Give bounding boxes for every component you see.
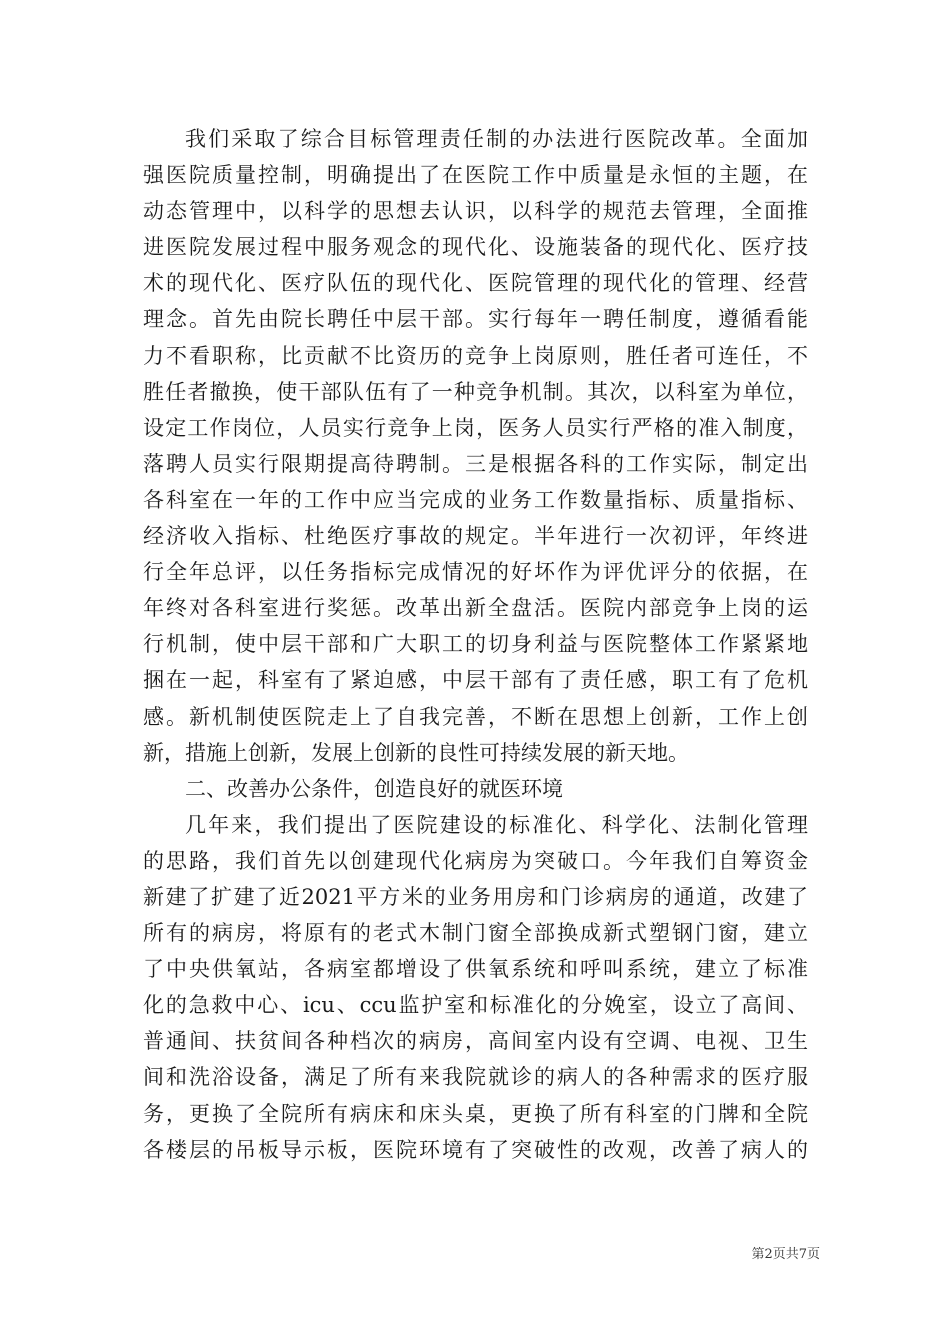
text-line: 的思路，我们首先以创建现代化病房为突破口。今年我们自筹资金 — [143, 848, 808, 873]
text-line: 新建了扩建了近2021平方米的业务用房和门诊病房的通道，改建了 — [143, 884, 808, 909]
text-line: 几年来，我们提出了医院建设的标准化、科学化、法制化管理 — [185, 812, 808, 837]
text-line: 感。新机制使医院走上了自我完善，不断在思想上创新，工作上创 — [143, 704, 808, 729]
paragraph-2 — [143, 807, 808, 1168]
text-line: 间和洗浴设备，满足了所有来我院就诊的病人的各种需求的医疗服 — [143, 1065, 808, 1090]
text-line: 了中央供氧站，各病室都增设了供氧系统和呼叫系统，建立了标准 — [143, 957, 808, 982]
text-line: 普通间、扶贫间各种档次的病房，高间室内设有空调、电视、卫生 — [143, 1029, 808, 1054]
text-line: 理念。首先由院长聘任中层干部。实行每年一聘任制度，遵循看能 — [143, 307, 808, 332]
text-line: 进医院发展过程中服务观念的现代化、设施装备的现代化、医疗技 — [143, 235, 808, 260]
text-line: 动态管理中，以科学的思想去认识，以科学的规范去管理，全面推 — [143, 199, 808, 224]
text-line: 化的急救中心、icu、ccu监护室和标准化的分娩室，设立了高间、 — [143, 993, 808, 1018]
text-line: 设定工作岗位，人员实行竞争上岗，医务人员实行严格的准入制度， — [143, 415, 808, 440]
heading-text: 二、改善办公条件，创造良好的就医环境 — [185, 776, 563, 801]
page-number: 第2页共7页 — [751, 1247, 820, 1262]
text-line: 所有的病房，将原有的老式木制门窗全部换成新式塑钢门窗，建立 — [143, 921, 808, 946]
text-line: 胜任者撤换，使干部队伍有了一种竞争机制。其次，以科室为单位， — [143, 379, 808, 404]
text-line: 行全年总评，以任务指标完成情况的好坏作为评优评分的依据，在 — [143, 560, 808, 585]
document-body — [143, 121, 808, 1168]
section-heading — [143, 771, 808, 807]
text-line: 年终对各科室进行奖惩。改革出新全盘活。医院内部竞争上岗的运 — [143, 596, 808, 621]
paragraph-1 — [143, 121, 808, 771]
text-line: 务，更换了全院所有病床和床头桌，更换了所有科室的门牌和全院 — [143, 1101, 808, 1126]
text-line: 各楼层的吊板导示板，医院环境有了突破性的改观，改善了病人的 — [143, 1137, 808, 1162]
text-line: 行机制，使中层干部和广大职工的切身利益与医院整体工作紧紧地 — [143, 632, 808, 657]
text-line: 经济收入指标、杜绝医疗事故的规定。半年进行一次初评，年终进 — [143, 524, 808, 549]
text-line: 捆在一起，科室有了紧迫感，中层干部有了责任感，职工有了危机 — [143, 668, 808, 693]
text-line: 落聘人员实行限期提高待聘制。三是根据各科的工作实际，制定出 — [143, 451, 808, 476]
text-line: 力不看职称，比贡献不比资历的竞争上岗原则，胜任者可连任，不 — [143, 343, 808, 368]
text-line: 术的现代化、医疗队伍的现代化、医院管理的现代化的管理、经营 — [143, 271, 808, 296]
text-line: 我们采取了综合目标管理责任制的办法进行医院改革。全面加 — [185, 127, 808, 151]
text-line: 新，措施上创新，发展上创新的良性可持续发展的新天地。 — [143, 740, 689, 765]
text-line: 各科室在一年的工作中应当完成的业务工作数量指标、质量指标、 — [143, 487, 808, 512]
text-line: 强医院质量控制，明确提出了在医院工作中质量是永恒的主题，在 — [143, 163, 808, 188]
